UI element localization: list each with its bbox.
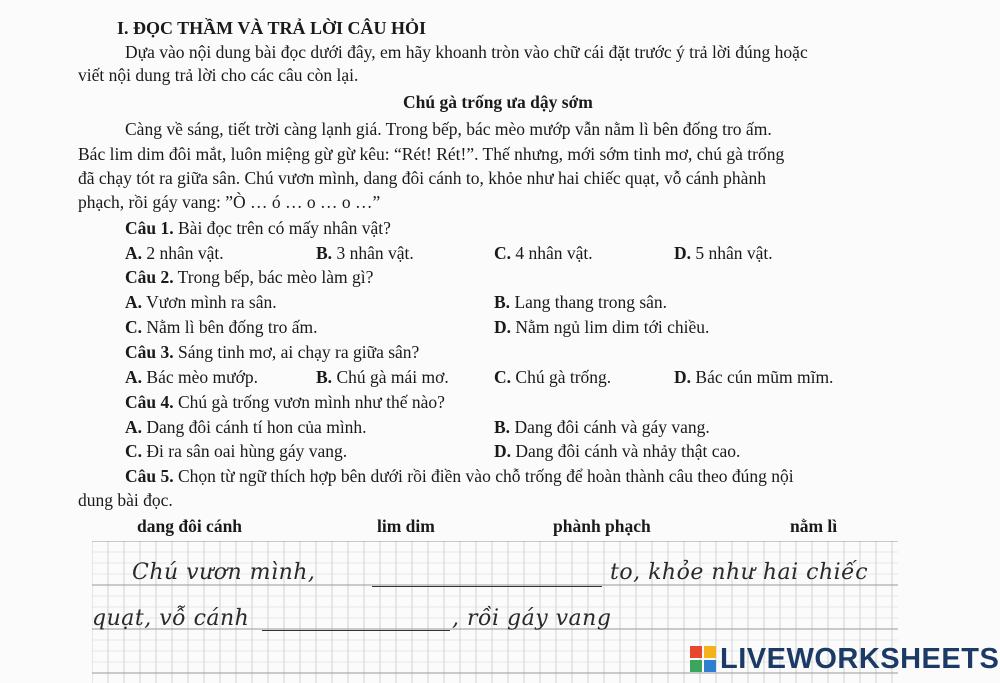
story-line: Bác lim dim đôi mắt, luôn miệng gừ gừ kêu: “Rét! Rét!”. Thế nhưng, mới sớm tinh mơ, chú gà trống [78,144,785,164]
instruction-line-1: Dựa vào nội dung bài đọc dưới đây, em hãy khoanh tròn vào chữ cái đặt trước ý trả lời đúng hoặc [125,42,808,62]
q4-option-c[interactable]: C. Đi ra sân oai hùng gáy vang. [125,441,348,461]
q3-option-a[interactable]: A. Bác mèo mướp. [125,367,258,387]
handwriting-line-1a: Chú vươn mình, [132,560,316,585]
word-option: phành phạch [553,516,651,536]
handwriting-line-1b: to, khỏe như hai chiếc [610,560,869,585]
q2-option-d[interactable]: D. Nằm ngủ lim dim tới chiều. [494,317,710,337]
word-option: lim dim [377,516,435,536]
question-3: Câu 3. Sáng tinh mơ, ai chạy ra giữa sân? [125,342,420,362]
q3-option-c[interactable]: C. Chú gà trống. [494,367,612,387]
answer-blank-2[interactable] [262,630,450,631]
q3-option-d[interactable]: D. Bác cún mũm mĩm. [674,367,834,387]
handwriting-line-2b: , rồi gáy vang [452,606,612,631]
answer-blank-1[interactable] [372,586,602,587]
q4-option-d[interactable]: D. Dang đôi cánh và nhảy thật cao. [494,441,741,461]
q2-option-a[interactable]: A. Vươn mình ra sân. [125,292,277,312]
word-option: dang đôi cánh [137,516,243,536]
word-option: nằm lì [790,516,838,536]
story-line: đã chạy tót ra giữa sân. Chú vươn mình, dang đôi cánh to, khỏe như hai chiếc quạt, vỗ cánh phành [78,168,766,188]
q1-option-d[interactable]: D. 5 nhân vật. [674,243,773,263]
q2-option-c[interactable]: C. Nằm lì bên đống tro ấm. [125,317,318,337]
brand-square [690,660,702,672]
brand-name: LIVEWORKSHEETS [720,642,1000,675]
q4-option-a[interactable]: A. Dang đôi cánh tí hon của mình. [125,417,367,437]
instruction-line-2: viết nội dung trả lời cho các câu còn lại. [78,65,359,85]
liveworksheets-logo [690,641,999,677]
brand-square [690,646,702,658]
brand-square [704,660,716,672]
q3-option-b[interactable]: B. Chú gà mái mơ. [316,367,449,387]
q4-option-b[interactable]: B. Dang đôi cánh và gáy vang. [494,417,710,437]
q2-option-b[interactable]: B. Lang thang trong sân. [494,292,668,312]
q1-option-c[interactable]: C. 4 nhân vật. [494,243,593,263]
brand-square [704,646,716,658]
question-1: Câu 1. Bài đọc trên có mấy nhân vật? [125,218,391,238]
question-2: Câu 2. Trong bếp, bác mèo làm gì? [125,267,374,287]
q1-option-b[interactable]: B. 3 nhân vật. [316,243,414,263]
story-line: Càng về sáng, tiết trời càng lạnh giá. Trong bếp, bác mèo mướp vẫn nằm lì bên đống tro ấm. [125,119,772,139]
story-title: Chú gà trống ưa dậy sớm [403,92,593,112]
brand-mark-icon [690,646,716,672]
q1-option-a[interactable]: A. 2 nhân vật. [125,243,224,263]
handwriting-line-2a: quạt, vỗ cánh [92,606,250,631]
question-5: Câu 5. Chọn từ ngữ thích hợp bên dưới rồi điền vào chỗ trống để hoàn thành câu theo đúng nội [125,466,794,486]
question-4: Câu 4. Chú gà trống vươn mình như thế nào? [125,392,445,412]
section-title: I. ĐỌC THẦM VÀ TRẢ LỜI CÂU HỎI [117,18,427,38]
question-5-cont: dung bài đọc. [78,490,173,510]
story-line: phạch, rồi gáy vang: ”Ò … ó … o … o …” [78,192,381,212]
